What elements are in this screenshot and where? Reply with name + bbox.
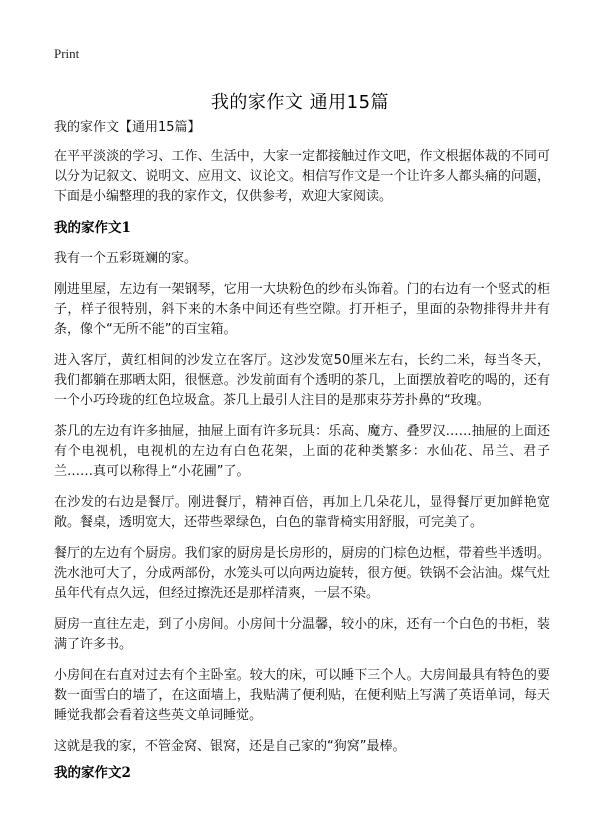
intro-paragraph: 在平平淡淡的学习、工作、生活中，大家一定都接触过作文吧，作文根据体裁的不同可以分为记叙文、说明文、应用文、议论文。相信写作文是一个让许多人都头痛的问题，下面是小编整理的我的家作文，仅供参考，欢迎大家阅读。 xyxy=(54,149,550,204)
document-body xyxy=(54,118,550,768)
section-heading-2: 我的家作文2 xyxy=(54,765,131,781)
section-1-paragraph-5: 在沙发的右边是餐厅。刚进餐厅，精神百倍，再加上几朵花儿，显得餐厅更加鲜艳宽敞。餐桌，透明宽大，还带些翠绿色，白色的靠背椅实用舒服，可完美了。 xyxy=(54,495,550,530)
section-1-paragraph-8: 小房间在右直对过去有个主卧室。较大的床，可以睡下三个人。大房间最具有特色的要数一面雪白的墙了，在这面墙上，我贴满了便利贴，在便利贴上写满了英语单词，每天睡觉我都会看着这些英文单词睡觉。 xyxy=(54,668,550,723)
section-1-paragraph-1: 我有一个五彩斑斓的家。 xyxy=(54,251,198,266)
print-label: Print xyxy=(54,46,80,61)
section-1-paragraph-4: 茶几的左边有许多抽屉，抽屉上面有许多玩具：乐高、魔方、叠罗汉……抽屉的上面还有个电视机，电视机的左边有白色花架，上面的花种类繁多：水仙花、吊兰、君子兰……真可以称得上“小花圃”了。 xyxy=(54,424,550,479)
section-1-paragraph-9: 这就是我的家，不管金窝、银窝，还是自己家的“狗窝”最棒。 xyxy=(54,739,406,754)
section-heading-1: 我的家作文1 xyxy=(54,220,131,236)
document-title: 我的家作文 通用15篇 xyxy=(210,92,390,114)
section-1-paragraph-6: 餐厅的左边有个厨房。我们家的厨房是长房形的，厨房的门棕色边框，带着些半透明。洗水池可大了，分成两部份，水笼头可以向两边旋转，很方便。铁锅不会沾油。煤气灶虽年代有点久远，但经过擦洗还是那样清爽，一层不染。 xyxy=(54,546,550,601)
section-1-paragraph-2: 刚进里屋，左边有一架钢琴，它用一大块粉色的纱布头饰着。门的右边有一个竖式的柜子，样子很特别，斜下来的木条中间还有些空隙。打开柜子，里面的杂物排得井井有条，像个“无所不能”的百宝箱。 xyxy=(54,282,550,337)
document-subtitle: 我的家作文【通用15篇】 xyxy=(54,120,201,135)
section-1-paragraph-3: 进入客厅，黄红相间的沙发立在客厅。这沙发宽50厘米左右，长约二米，每当冬天，我们都躺在那晒太阳，很惬意。沙发前面有个透明的茶几，上面摆放着吃的喝的，还有一个小巧玲珑的红色垃圾盒。茶几上最引人注目的是那束芬芳扑鼻的“玫瑰。 xyxy=(54,353,550,408)
section-1-paragraph-7: 厨房一直往左走，到了小房间。小房间十分温馨，较小的床，还有一个白色的书柜，装满了许多书。 xyxy=(54,617,550,652)
